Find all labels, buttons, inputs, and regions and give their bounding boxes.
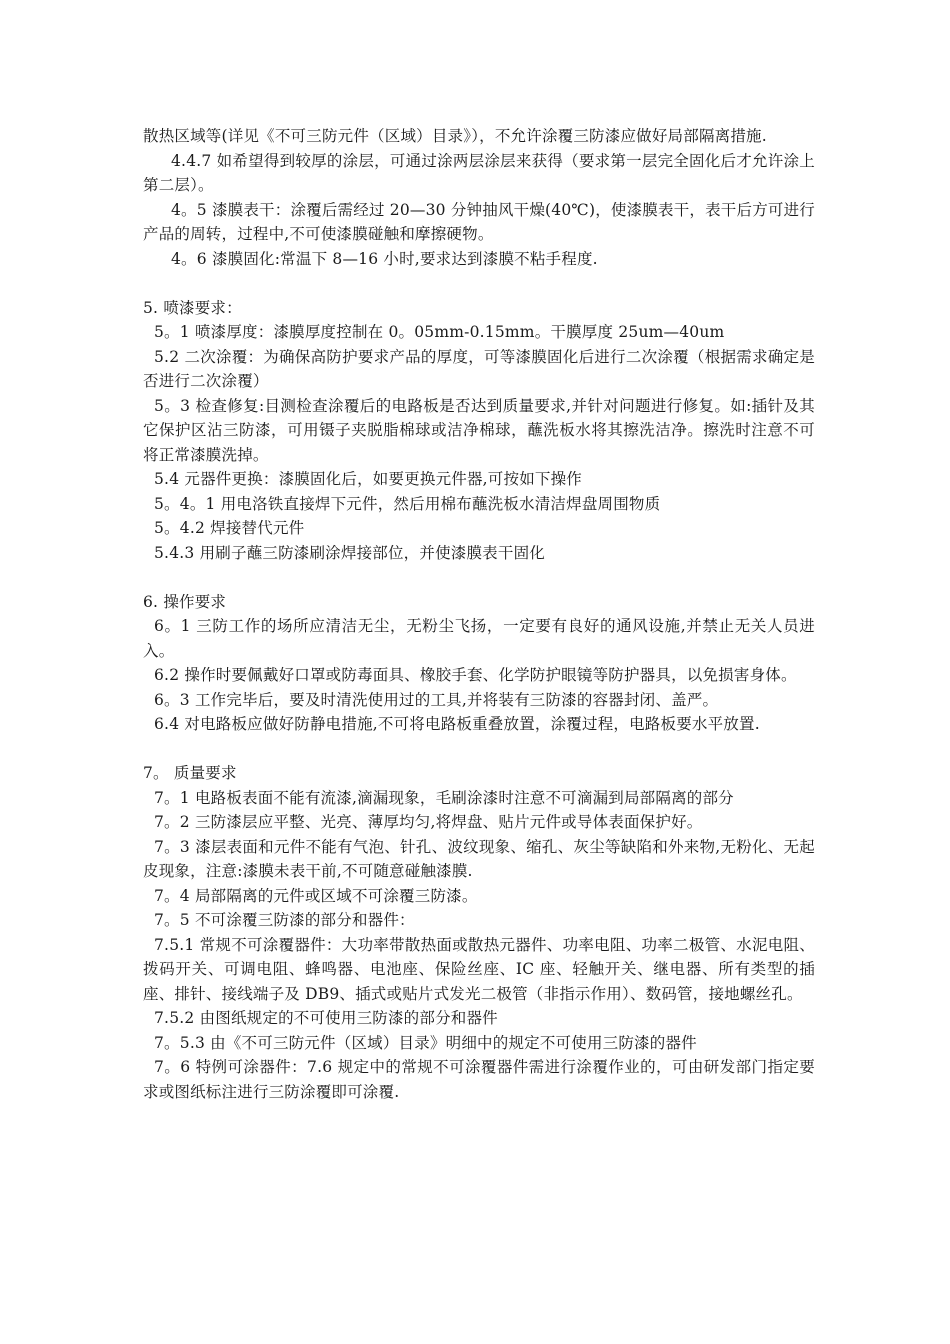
section-heading: 6. 操作要求 (143, 592, 227, 611)
paragraph: 6.4 对电路板应做好防静电措施,不可将电路板重叠放置，涂覆过程，电路板要水平放置. (154, 715, 760, 733)
section-7 (143, 761, 815, 1104)
paragraph: 5。4。1 用电洛铁直接焊下元件，然后用棉布蘸洗板水清洁焊盘周围物质 (154, 494, 661, 513)
paragraph: 7。6 特例可涂器件：7.6 规定中的常规不可涂覆器件需进行涂覆作业的，可由研发部门指定要求或图纸标注进行三防涂覆即可涂覆. (143, 1058, 815, 1101)
paragraph: 6.2 操作时要佩戴好口罩或防毒面具、橡胶手套、化学防护眼镜等防护器具，以免损害身体。 (154, 666, 797, 684)
paragraph: 7。5.3 由《不可三防元件（区域）目录》明细中的规定不可使用三防漆的器件 (154, 1033, 697, 1052)
paragraph: 6。3 工作完毕后，要及时清洗使用过的工具,并将装有三防漆的容器封闭、盖严。 (154, 690, 719, 709)
section-4 (143, 124, 815, 271)
paragraph: 5。1 喷漆厚度：漆膜厚度控制在 0。05mm-0.15mm。干膜厚度 25um—40um (154, 323, 725, 341)
paragraph: 7。4 局部隔离的元件或区域不可涂覆三防漆。 (154, 886, 478, 905)
paragraph: 7.5.2 由图纸规定的不可使用三防漆的部分和器件 (154, 1009, 498, 1027)
paragraph: 4。6 漆膜固化:常温下 8—16 小时,要求达到漆膜不粘手程度. (171, 249, 598, 268)
paragraph: 4。5 漆膜表干：涂覆后需经过 20—30 分钟抽风干燥(40℃)，使漆膜表干，表干后方可进行产品的周转，过程中,不可使漆膜碰触和摩擦硬物。 (143, 200, 816, 243)
section-heading: 7。 质量要求 (143, 764, 237, 782)
paragraph: 7。5 不可涂覆三防漆的部分和器件： (154, 911, 415, 929)
paragraph: 7.5.1 常规不可涂覆器件：大功率带散热面或散热元器件、功率电阻、功率二极管、水泥电阻、拨码开关、可调电阻、蜂鸣器、电池座、保险丝座、IC 座、轻触开关、继电器、所有类型的插座、排针、接线端子及 DB9、插式或贴片式发光二极管（非指示作用）、数码管，接地螺丝孔。 (143, 935, 815, 1003)
section-heading: 5. 喷漆要求： (143, 298, 242, 317)
paragraph: 4.4.7 如希望得到较厚的涂层，可通过涂两层涂层来获得（要求第一层完全固化后才允许涂上第二层）。 (143, 151, 815, 194)
paragraph: 5.4 元器件更换：漆膜固化后，如要更换元件器,可按如下操作 (154, 470, 583, 488)
paragraph: 5.2 二次涂覆：为确保高防护要求产品的厚度，可等漆膜固化后进行二次涂覆（根据需求确定是否进行二次涂覆） (143, 347, 815, 390)
paragraph: 5.4.3 用刷子蘸三防漆刷涂焊接部位，并使漆膜表干固化 (154, 543, 545, 562)
paragraph: 5。4.2 焊接替代元件 (154, 519, 305, 537)
paragraph: 散热区域等(详见《不可三防元件（区域）目录》），不允许涂覆三防漆应做好局部隔离措施. (143, 127, 767, 145)
paragraph: 7。1 电路板表面不能有流漆,滴漏现象，毛刷涂漆时注意不可滴漏到局部隔离的部分 (154, 788, 734, 807)
paragraph: 7。2 三防漆层应平整、光亮、薄厚均匀,将焊盘、贴片元件或导体表面保护好。 (154, 813, 703, 831)
paragraph: 6。1 三防工作的场所应清洁无尘，无粉尘飞扬，一定要有良好的通风设施,并禁止无关人员进入。 (143, 617, 815, 660)
section-5 (143, 296, 815, 566)
paragraph: 5。3 检查修复:目测检查涂覆后的电路板是否达到质量要求,并针对问题进行修复。如:插针及其它保护区沾三防漆，可用镊子夹脱脂棉球或洁净棉球，蘸洗板水将其擦洗洁净。擦洗时注意不可将正常漆膜洗掉。 (143, 396, 815, 464)
paragraph: 7。3 漆层表面和元件不能有气泡、针孔、波纹现象、缩孔、灰尘等缺陷和外来物,无粉化、无起皮现象，注意:漆膜未表干前,不可随意碰触漆膜. (143, 837, 815, 880)
document-body (143, 124, 815, 1104)
section-6 (143, 590, 815, 737)
